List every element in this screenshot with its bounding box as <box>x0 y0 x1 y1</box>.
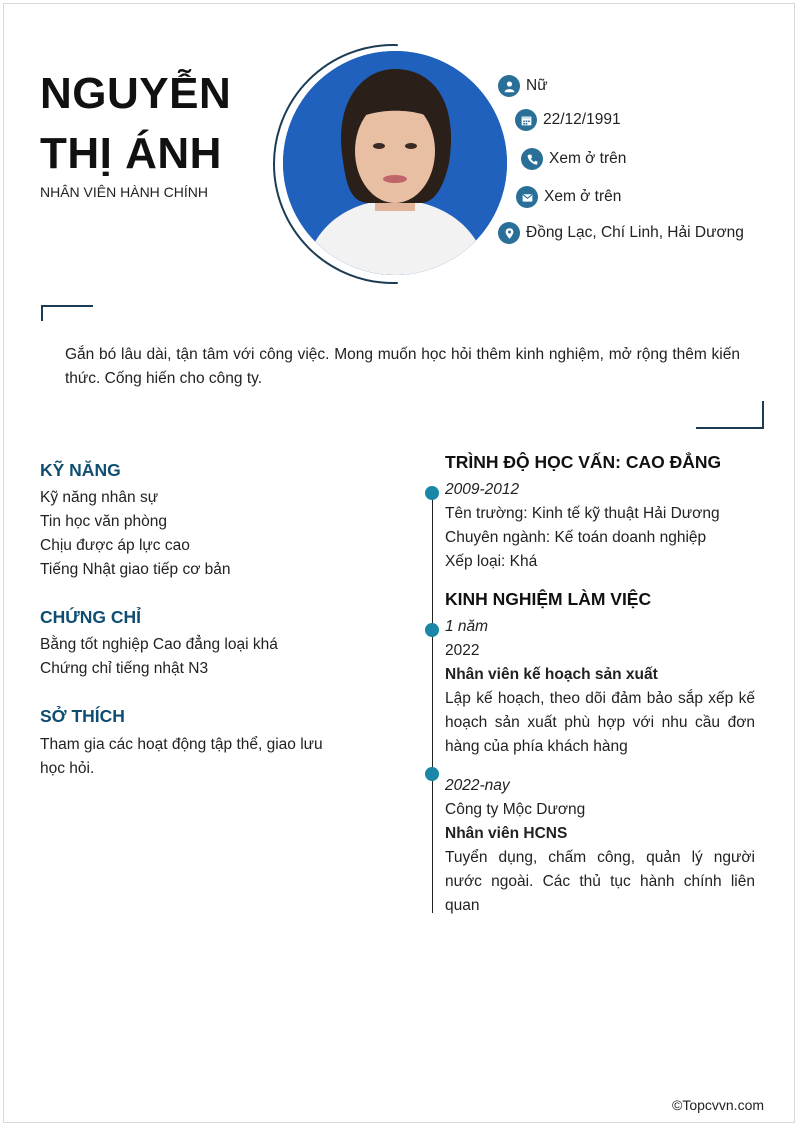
name-line-2: THỊ ÁNH <box>40 129 222 178</box>
corner-decoration-bottom-right <box>696 401 764 429</box>
contact-address <box>498 222 744 244</box>
education-block <box>445 478 755 574</box>
job-company: 2022 <box>445 642 480 659</box>
timeline-line <box>432 493 433 913</box>
phone-icon <box>521 148 543 170</box>
job-position: Nhân viên HCNS <box>445 825 568 842</box>
experience-item <box>445 615 755 759</box>
address-value: Đồng Lạc, Chí Linh, Hải Dương <box>526 224 744 241</box>
location-pin-icon <box>498 222 520 244</box>
job-title: NHÂN VIÊN HÀNH CHÍNH <box>40 184 209 200</box>
hobbies-heading: SỞ THÍCH <box>40 706 125 726</box>
skills-list <box>40 486 231 582</box>
job-period: 1 năm <box>445 618 489 635</box>
contact-gender <box>498 75 548 97</box>
list-item: Chứng chỉ tiếng nhật N3 <box>40 660 209 677</box>
experience-heading: KINH NGHIỆM LÀM VIỆC <box>445 589 652 609</box>
education-grade: Xếp loại: Khá <box>445 553 538 570</box>
hobbies-text: Tham gia các hoạt động tập thể, giao lưu học hỏi. <box>40 736 323 777</box>
job-description: Tuyển dụng, chấm công, quản lý người nước ngoài. Các thủ tục hành chính liên quan <box>445 849 755 914</box>
education-major: Chuyên ngành: Kế toán doanh nghiệp <box>445 529 707 546</box>
career-objective: Gắn bó lâu dài, tận tâm với công việc. Mong muốn học hỏi thêm kinh nghiệm, mở rộng thêm kiến thức. Cống hiến cho công ty. <box>65 346 740 387</box>
education-heading: TRÌNH ĐỘ HỌC VẤN: CAO ĐẲNG <box>445 452 722 472</box>
timeline-dot <box>425 767 439 781</box>
timeline-dot <box>425 486 439 500</box>
job-company: Công ty Mộc Dương <box>445 801 586 818</box>
list-item: Chịu được áp lực cao <box>40 537 190 554</box>
job-description: Lập kế hoạch, theo dõi đảm bảo sắp xếp kế hoạch sản xuất phù hợp với nhu cầu đơn hàng của phía khách hàng <box>445 690 755 755</box>
certificates-list <box>40 633 278 681</box>
contact-email <box>516 186 621 208</box>
name-line-1: NGUYỄN <box>40 69 232 118</box>
experience-item <box>445 774 755 918</box>
list-item: Bằng tốt nghiệp Cao đẳng loại khá <box>40 636 278 653</box>
job-period: 2022-nay <box>445 777 510 794</box>
gender-value: Nữ <box>526 77 548 94</box>
contact-birthday <box>515 109 621 131</box>
birthday-value: 22/12/1991 <box>543 111 621 128</box>
education-school: Tên trường: Kinh tế kỹ thuật Hải Dương <box>445 505 720 522</box>
candidate-name <box>40 64 231 184</box>
user-icon <box>498 75 520 97</box>
calendar-icon <box>515 109 537 131</box>
mail-icon <box>516 186 538 208</box>
skills-heading: KỸ NĂNG <box>40 460 121 480</box>
contact-phone <box>521 148 626 170</box>
timeline-dot <box>425 623 439 637</box>
list-item: Tiếng Nhật giao tiếp cơ bản <box>40 561 231 578</box>
job-position: Nhân viên kế hoạch sản xuất <box>445 666 658 683</box>
corner-decoration-top-left <box>41 305 93 321</box>
email-value: Xem ở trên <box>544 188 622 205</box>
footer-watermark: ©Topcvvn.com <box>672 1097 765 1113</box>
certificates-heading: CHỨNG CHỈ <box>40 607 142 627</box>
list-item: Kỹ năng nhân sự <box>40 489 159 506</box>
avatar <box>283 51 507 275</box>
list-item: Tin học văn phòng <box>40 513 167 530</box>
phone-value: Xem ở trên <box>549 150 627 167</box>
education-period: 2009-2012 <box>445 481 520 498</box>
